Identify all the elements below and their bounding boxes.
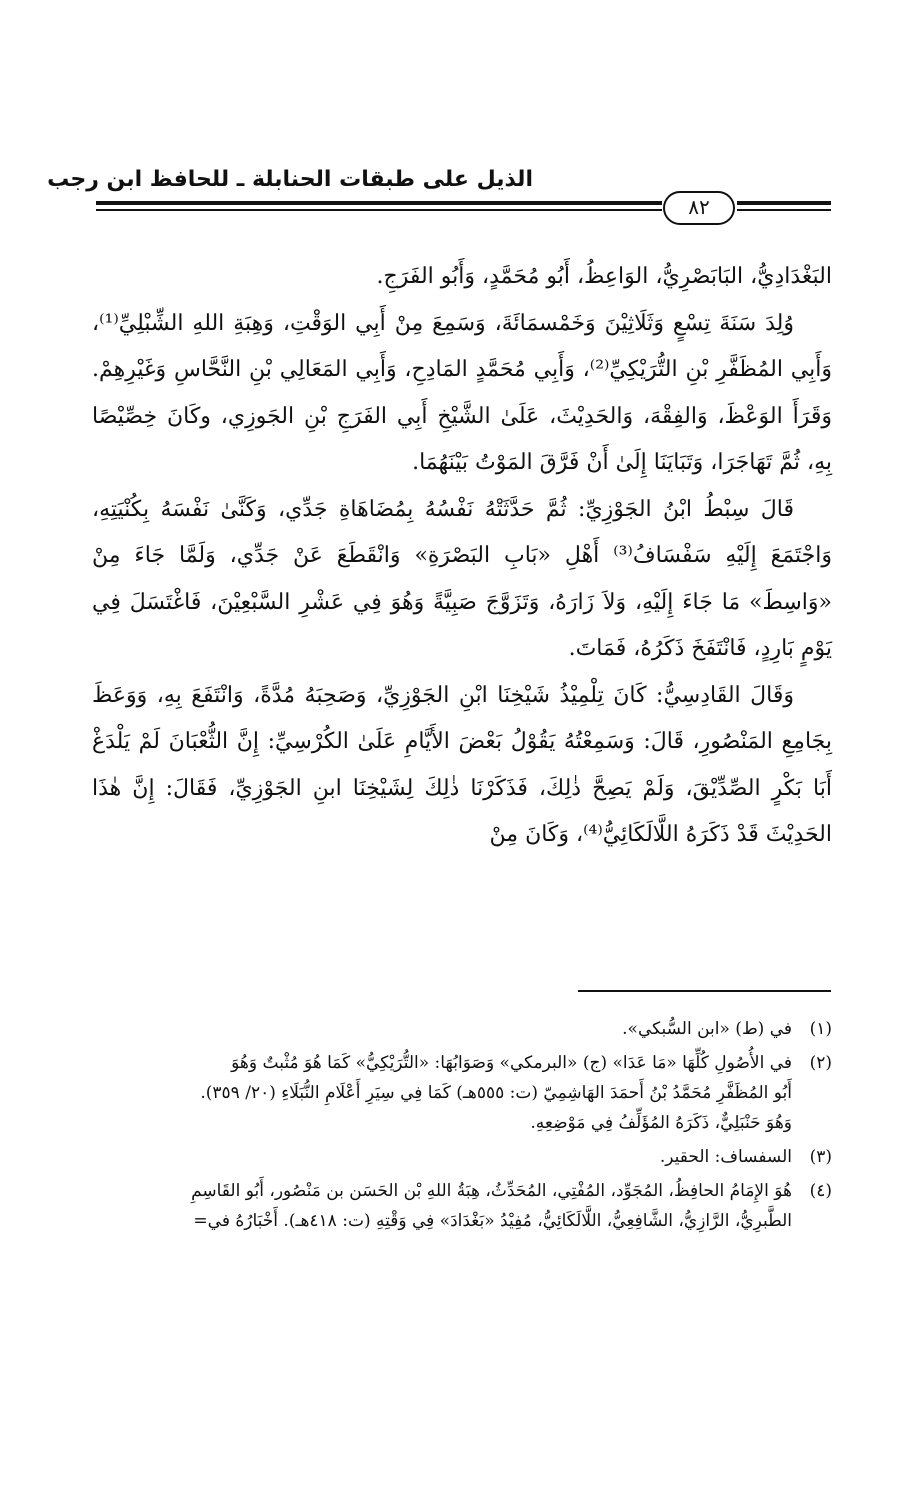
paragraph-3: قَالَ سِبْطُ ابْنُ الجَوْزِيِّ: ثُمَّ حَدَّثَتْهُ نَفْسُهُ بِمُضَاهَاةِ جَدِّي، وَكَنَّىٰ نَفْسَهُ بِكُنْيَتِهِ، وَاجْتَمَعَ إِلَيْهِ سَفْسَافُ⁽³⁾ أَهْلِ «بَابِ البَصْرَةِ» وَانْقَطَعَ عَنْ جَدِّي، وَلَمَّا جَاءَ مِنْ «وَاسِطَ» مَا جَاءَ إِلَيْهِ، وَلاَ زَارَهُ، وَتَزَوَّجَ صَبِيَّةً وَهُوَ فِي عَشْرِ السَّبْعِيْنَ، فَاغْتَسَلَ فِي يَوْمٍ بَارِدٍ، فَانْتَفَخَ ذَكَرُهُ، فَمَاتَ. — [92, 496, 832, 661]
footnote-3 — [92, 1142, 832, 1172]
header-rule-left-thick — [737, 201, 831, 205]
footnote-line: في الأُصُولِ كُلِّهَا «مَا عَدَا» (ج) «البرمكي» وَصَوَابُهَا: «التُّرَيْكِيُّ» كَمَا هُوَ مُثْبتٌ وَهُوَ — [231, 1053, 792, 1073]
header-rule-right-thick — [96, 201, 662, 205]
footnote-text — [92, 1048, 792, 1138]
paragraph-2: وُلِدَ سَنَةَ تِسْعٍ وَثَلَاثِيْنَ وَخَمْسمَائَةَ، وَسَمِعَ مِنْ أَبِي الوَقْتِ، وَهِبَةِ اللهِ الشِّبْلِيِّ⁽¹⁾، وَأَبِي المُظَفَّرِ بْنِ التُّرَيْكِيِّ⁽²⁾، وَأَبِي مُحَمَّدٍ المَادِحِ، وَأَبِي المَعَالِي بْنِ النَّحَّاسِ وَغَيْرِهِمْ. وَقَرَأَ الوَعْظَ، وَالفِقْهَ، وَالحَدِيْثَ، عَلَىٰ الشَّيْخِ أَبِي الفَرَجِ بْنِ الجَوزِي، وكَانَ خِصِّيْصًا بِهِ، ثُمَّ تَهَاجَرَا، وَتَبَايَنَا إِلَىٰ أَنْ فَرَّقَ المَوْتُ بَيْنَهُمَا. — [92, 310, 833, 475]
footnote-line: السفساف: الحقير. — [659, 1147, 792, 1167]
footnote-number: (١) — [809, 1019, 832, 1039]
footnote-line: أَبُو المُظَفَّرِ مُحَمَّدُ بْنُ أَحمَدَ الهَاشِمِيّ (ت: ٥٥٥هـ) كَمَا فِي سِيَرِ أَعْلَامِ النُّبَلَاءِ (٢٠/ ٣٥٩). — [200, 1083, 792, 1103]
header-rule-left-thin — [737, 209, 831, 211]
header-rule-right-thin — [96, 209, 662, 211]
page-number-badge: ٨٢ — [663, 191, 735, 225]
footnote-text — [92, 1176, 792, 1236]
footnote-line: في (ط) «ابن السُّبكي». — [622, 1019, 792, 1039]
running-title: الذيل على طبقات الحنابلة ـ للحافظ ابن رجب — [47, 167, 533, 192]
footnote-1 — [92, 1014, 832, 1044]
main-text — [92, 254, 832, 859]
footnote-4 — [92, 1176, 832, 1236]
footnote-text — [92, 1014, 792, 1044]
paragraph-1: البَغْدَادِيُّ، البَابَصْرِيُّ، الوَاعِظُ، أَبُو مُحَمَّدٍ، وَأَبُو الفَرَجِ. — [376, 264, 832, 289]
footnotes — [92, 1014, 832, 1240]
footnote-line: هُوَ الإِمَامُ الحافِظُ، المُجَوِّد، المُفْتِي، المُحَدِّثُ، هِبَةُ اللهِ بْن الحَسَن بن مَنْصُور، أَبُو القَاسِمِ — [191, 1181, 792, 1201]
footnote-line: وَهُوَ حَنْبَلِيٌّ، ذَكَرَهُ المُؤَلِّفُ فِي مَوْضِعِهِ. — [530, 1113, 792, 1133]
footnote-line: الطَّبرِيُّ، الرَّازِيُّ، الشَّافِعِيُّ، اللَّالَكَائِيُّ، مُفِيْدُ «بَغْدَادَ» فِي وَقْتِهِ (ت: ٤١٨هـ). أَخْبَارُهُ في= — [193, 1211, 792, 1231]
footnote-text — [92, 1142, 792, 1172]
footnote-separator — [578, 990, 831, 992]
footnote-number: (٢) — [809, 1053, 832, 1073]
paragraph-4: وَقَالَ القَادِسِيُّ: كَانَ تِلْمِيْذُ شَيْخِنَا ابْنِ الجَوْزِيِّ، وَصَحِبَهُ مُدَّةً، وَانْتَفَعَ بِهِ، وَوَعَظَ بِجَامِعِ المَنْصُورِ، قَالَ: وَسَمِعْتُهُ يَقُوْلُ بَعْضَ الأَيَّامِ عَلَىٰ الكُرْسِيِّ: إِنَّ الثُّعْبَانَ لَمْ يَلْدَغْ أَبَا بَكْرٍ الصِّدِّيْقَ، وَلَمْ يَصِحَّ ذٰلِكَ، فَذَكَرْنَا ذٰلِكَ لِشَيْخِنَا ابنِ الجَوْزِيِّ، فَقَالَ: إِنَّ هٰذَا الحَدِيْثَ قَدْ ذَكَرَهُ اللَّالَكَائِيُّ⁽⁴⁾، وَكَانَ مِنْ — [92, 682, 832, 847]
footnote-2 — [92, 1048, 832, 1138]
footnote-number: (٤) — [809, 1181, 832, 1201]
footnote-number: (٣) — [809, 1147, 832, 1167]
